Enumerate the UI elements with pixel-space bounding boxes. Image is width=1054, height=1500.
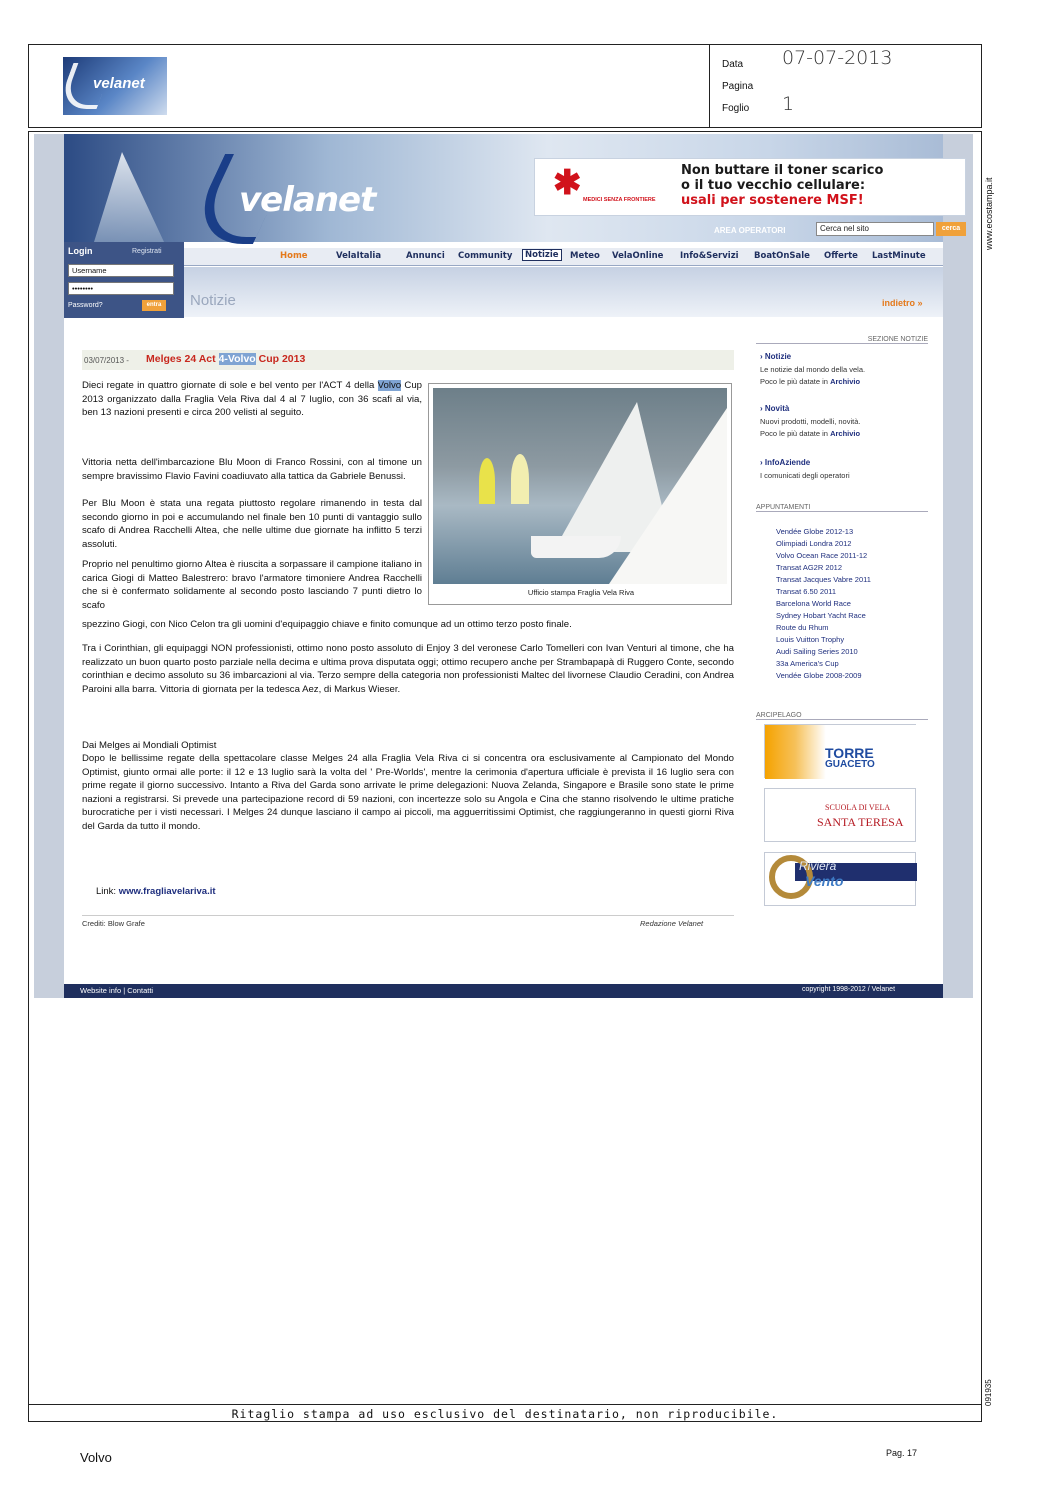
register-link[interactable]: Registrati xyxy=(132,248,162,255)
bottom-brand: Volvo xyxy=(80,1450,112,1465)
article-paragraph-5: Tra i Corinthian, gli equipaggi NON professionisti, ottimo nono posto assoluto di Enjoy 3 del veronese Carlo Tomelleri con Ivan Venturi al timone, che ha realizzato un buon quarto posto parziale nella decima e ultima prova disputata oggi; ottimo recupero anche per Strambapapà di Ruggero Conte, secondo corinthian e decimo assoluto su 36 imbarcazioni al via. Terzo sempre della categoria non professionisti Maltec del livornese Claudio Ceradini, con Andrea Paroini alla barra. Vittoria di giornata per la tedesca Aez, di Markus Wieser. xyxy=(82,643,734,695)
p1-part-a: Dieci regate in quattro giornate di sole e bel vento per l'ACT 4 della xyxy=(82,380,378,391)
main-nav xyxy=(184,248,943,266)
appointments-heading: APPUNTAMENTI xyxy=(756,504,928,512)
article-subheading: Dai Melges ai Mondiali Optimist xyxy=(82,740,217,751)
nav-annunci[interactable]: Annunci xyxy=(406,251,445,261)
notizie-more: Poco le più datate in xyxy=(760,377,828,386)
appointment-link[interactable]: Sydney Hobart Yacht Race xyxy=(776,611,866,620)
footer-links[interactable]: Website info | Contatti xyxy=(80,986,154,995)
nav-home[interactable]: Home xyxy=(280,251,308,261)
article-title xyxy=(146,353,305,365)
p1-part-b: Cup 2013 organizzato dalla Fraglia Vela Riva dal 4 al 7 luglio, con 36 scafi al via, ben 13 nazioni presenti e circa 200 velisti al seguito. xyxy=(82,380,422,418)
appointment-link[interactable]: 33a America's Cup xyxy=(776,659,839,668)
article-date: 03/07/2013 - xyxy=(84,356,129,365)
back-link[interactable]: indietro » xyxy=(882,298,923,308)
page-label: Pagina xyxy=(722,81,754,92)
riviera-title: Riviera xyxy=(799,859,837,873)
nav-velaonline[interactable]: VelaOnline xyxy=(612,251,664,261)
header-frame xyxy=(28,44,982,128)
msf-logo xyxy=(543,163,661,213)
article-paragraph-3: Per Blu Moon è stata una regata piuttosto regolare rimanendo in testa dal secondo giorno in poi e accumulando nel finale ben 10 punti di vantaggio sullo scafo di Andrea Racchelli Altea, che nelle ultime due giornate ha inflitto 5 terzi assoluti. xyxy=(82,498,422,550)
link-label: Link: xyxy=(96,886,117,897)
article-paragraph-6: Dopo le bellissime regate della spettacolare classe Melges 24 alla Fraglia Vela Riva ci si concentra ora esclusivamente al Campionato del Mondo Optimist, giunto ormai alle porte: il 12 e 13 luglio sarà la volta del ' Pre-Worlds', mentre la cerimonia d'apertura ufficiale è prevista il 16 luglio sera con prime regate il giorno successivo. Intanto a Riva del Garda sono arrivate le prime delegazioni: Nuova Zelanda, Singapore e Brasile sono state le prime nazioni a registrarsi. Si prevede una partecipazione record di 59 nazioni, con incertezze solo su Angola e Cina che stanno risolvendo le ultime pratiche burocratiche per i visti necessari. I Melges 24 dunque lasciano il campo ai piccoli, ma agguerritissimi Optimist, che raggiungeranno in questi giorni Riva del Garda da tutto il mondo. xyxy=(82,753,734,832)
fraglia-link[interactable]: www.fragliavelariva.it xyxy=(118,886,216,897)
archipelago-heading: ARCIPELAGO xyxy=(756,712,928,720)
novita-archive-link[interactable]: Archivio xyxy=(830,429,861,438)
appointment-link[interactable]: Transat AG2R 2012 xyxy=(776,563,843,572)
bottom-page: Pag. 17 xyxy=(886,1448,918,1458)
sail-icon xyxy=(94,152,164,242)
appointments-list xyxy=(776,526,871,682)
site-banner xyxy=(64,134,961,242)
appointment-link[interactable]: Transat Jacques Vabre 2011 xyxy=(776,575,871,584)
article-paragraph-2: Vittoria netta dell'imbarcazione Blu Moon di Franco Rossini, con al timone un sempre bravissimo Flavio Favini coadiuvato alla tattica da Gabriele Benussi. xyxy=(82,457,422,482)
notizie-desc: Le notizie dal mondo della vela. xyxy=(760,365,866,374)
login-panel xyxy=(64,242,184,318)
article-divider xyxy=(82,915,734,916)
ad-line-2: o il tuo vecchio cellulare: xyxy=(681,178,866,193)
page-title: Notizie xyxy=(190,292,236,309)
nav-lastminute[interactable]: LastMinute xyxy=(872,251,926,261)
side-url-text: www.ecostampa.it xyxy=(984,177,994,250)
nav-infoservizi[interactable]: Info&Servizi xyxy=(680,251,739,261)
nav-notizie[interactable]: Notizie xyxy=(522,249,562,261)
ad-line-1: Non buttare il toner scarico xyxy=(681,163,884,178)
appointment-link[interactable]: Louis Vuitton Trophy xyxy=(776,635,845,644)
username-input[interactable]: Username xyxy=(68,264,174,277)
riviera-sub: Vento xyxy=(805,873,844,889)
appointment-link[interactable]: Barcelona World Race xyxy=(776,599,851,608)
side-code-text: 091935 xyxy=(984,1379,993,1406)
appointment-link[interactable]: Audi Sailing Series 2010 xyxy=(776,647,858,656)
sidebar-novita-desc xyxy=(760,416,860,440)
sidebar-notizie-link[interactable]: › Notizie xyxy=(760,352,792,361)
photo-caption: Ufficio stampa Fraglia Vela Riva xyxy=(527,588,635,597)
appointment-link[interactable]: Route du Rhum xyxy=(776,623,829,632)
date-value: 07-07-2013 xyxy=(782,47,893,69)
sidebar-novita-link[interactable]: › Novità xyxy=(760,404,790,413)
appointment-link[interactable]: Vendée Globe 2012-13 xyxy=(776,527,854,536)
title-part-2: Cup 2013 xyxy=(255,353,306,365)
login-title: Login xyxy=(68,246,93,256)
santa-teresa-title: SCUOLA DI VELA xyxy=(825,803,891,812)
date-label: Data xyxy=(722,59,744,70)
novita-more: Poco le più datate in xyxy=(760,429,828,438)
nav-meteo[interactable]: Meteo xyxy=(570,251,600,261)
article-paragraph-1 xyxy=(82,379,422,420)
title-part-1: Melges 24 Act xyxy=(146,353,219,365)
nav-community[interactable]: Community xyxy=(458,251,513,261)
msf-ad-banner[interactable] xyxy=(534,158,966,216)
title-highlight: 4-Volvo xyxy=(218,353,256,365)
news-section-heading: SEZIONE NOTIZIE xyxy=(756,336,928,344)
side-code xyxy=(984,1370,998,1410)
site-margin-right xyxy=(943,134,973,998)
logo-text: velanet xyxy=(93,75,145,92)
operators-area-link[interactable]: AREA OPERATORI xyxy=(714,226,786,235)
sheet-label: Foglio xyxy=(722,103,750,114)
article-credits: Crediti: Blow Grafe xyxy=(82,919,145,928)
torre-title: TORRE xyxy=(825,745,874,761)
website-screenshot xyxy=(34,134,973,998)
forgot-password-link[interactable]: Password? xyxy=(68,302,103,309)
sidebar-notizie-desc xyxy=(760,364,865,388)
ad-text xyxy=(681,163,883,208)
torre-sub: GUACETO xyxy=(825,759,875,770)
sheet-value: 1 xyxy=(782,93,795,115)
site-logo[interactable]: velanet xyxy=(239,180,376,220)
santa-teresa-banner[interactable] xyxy=(764,788,916,842)
search-input[interactable]: Cerca nel sito xyxy=(816,222,934,236)
msf-figure-icon: ✱ xyxy=(553,164,582,202)
appointment-link[interactable]: Volvo Ocean Race 2011-12 xyxy=(776,551,868,560)
ad-line-3: usali per sostenere MSF! xyxy=(681,193,864,208)
riviera-vento-banner[interactable] xyxy=(764,852,916,906)
yellow-spinnaker xyxy=(479,458,495,504)
notizie-archive-link[interactable]: Archivio xyxy=(830,377,861,386)
site-margin-left xyxy=(34,134,64,998)
nav-offerte[interactable]: Offerte xyxy=(824,251,858,261)
sidebar-infoaziende-link[interactable]: › InfoAziende xyxy=(760,458,811,467)
search-button[interactable]: cerca xyxy=(936,222,966,236)
article-photo xyxy=(428,383,732,605)
password-input[interactable]: •••••••• xyxy=(68,282,174,295)
nav-boatonsale[interactable]: BoatOnSale xyxy=(754,251,810,261)
boat-hull xyxy=(531,536,621,558)
appointment-link[interactable]: Transat 6.50 2011 xyxy=(776,587,837,596)
reproduction-notice: Ritaglio stampa ad uso esclusivo del destinatario, non riproducibile. xyxy=(28,1404,982,1422)
appointment-link[interactable]: Olimpiadi Londra 2012 xyxy=(776,539,852,548)
santa-teresa-sub: SANTA TERESA xyxy=(817,815,904,829)
nav-velaitalia[interactable]: VelaItalia xyxy=(336,251,382,261)
title-bar xyxy=(184,267,943,317)
article-paragraph-4: Proprio nel penultimo giorno Altea è riuscita a sorpassare il campione italiano in carica Giogi di Matteo Balestrero: bravo l'armatore timoniere Andrea Racchelli che si è confermato solidamente al secondo posto lasciando 7 punti dietro lo scafo xyxy=(82,559,422,611)
spinnaker xyxy=(511,454,529,504)
torre-guaceto-banner[interactable] xyxy=(764,724,916,778)
appointment-link[interactable]: Vendée Globe 2008-2009 xyxy=(776,671,862,680)
site-footer xyxy=(64,984,943,998)
login-button[interactable]: entra xyxy=(142,300,166,311)
msf-org-name: MEDICI SENZA FRONTIERE xyxy=(583,197,656,203)
sailing-photo xyxy=(433,388,727,584)
novita-desc: Nuovi prodotti, modelli, novità. xyxy=(760,417,861,426)
side-url xyxy=(984,150,998,250)
p1-highlight: Volvo xyxy=(377,380,402,391)
header-meta xyxy=(709,45,981,127)
velanet-logo xyxy=(63,57,167,115)
article-author: Redazione Velanet xyxy=(640,919,704,928)
article-paragraph-4-cont: spezzino Giogi, con Nico Celon tra gli uomini d'equipaggio chiave e finito comunque ad un ottimo terzo posto finale. xyxy=(82,619,572,630)
sidebar-infoaziende-desc: I comunicati degli operatori xyxy=(760,471,850,480)
article-link-line xyxy=(96,886,216,897)
footer-copyright: copyright 1998-2012 / Velanet xyxy=(802,986,896,993)
